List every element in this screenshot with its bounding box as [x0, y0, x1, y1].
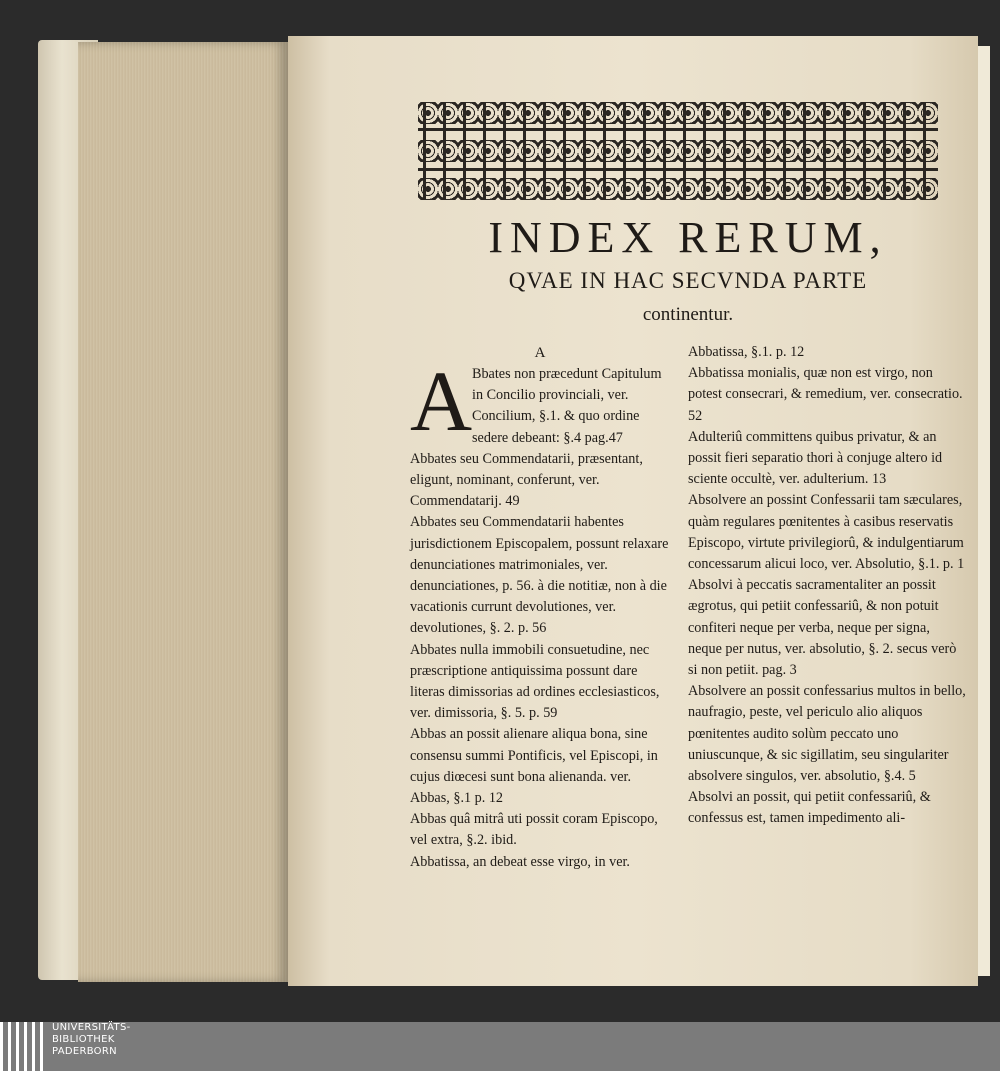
ornament-row-bottom [418, 178, 938, 200]
page-subtitle-line2: continentur. [642, 304, 734, 325]
library-logo-text [52, 1022, 212, 1058]
ornament-rule [418, 168, 938, 171]
index-entry: Absolvere an possit confessarius multos in bello, naufragio, peste, vel periculo alio aliquos pœnitentes audito solùm peccato uno uniuscunque, & sic sigillatim, seu singulariter absolvere singulos, ver. absolutio, §.4. 5 [688, 683, 966, 785]
library-name-line1: UNIVERSITÄTS- [52, 1022, 131, 1033]
index-entry: Abbates nulla immobili consuetudine, nec præscriptione antiquissima possunt dare literas dimissorias ad ordines ecclesiasticos, ver. dimissoria, §. 5. p. 59 [410, 641, 660, 722]
ornament-row-top [418, 102, 938, 124]
ornamental-header-band [418, 102, 938, 200]
page-subtitle: QVAE IN HAC SECVNDA PARTE [508, 268, 868, 293]
index-entry: Abbatissa, an debeat esse virgo, in ver. [410, 853, 630, 870]
drop-cap: A [410, 353, 473, 449]
index-entry: Abbas quâ mitrâ uti possit coram Episcopo, vel extra, §.2. ibid. [410, 811, 658, 849]
ornament-rule [418, 128, 938, 131]
book-page [288, 36, 978, 986]
letter-heading: A [534, 345, 546, 361]
index-entry: Abbatissa, §.1. p. 12 [688, 344, 805, 360]
library-logo-icon [0, 1022, 46, 1071]
library-name-line2: BIBLIOTHEK [52, 1034, 115, 1045]
index-column-right [688, 342, 966, 830]
page-title: INDEX RERUM, [488, 213, 888, 262]
index-entry: Absolvi an possit, qui petiit confessariû, & confessus est, tamen impedimento ali- [688, 789, 931, 827]
book [38, 36, 990, 986]
page-edges [78, 42, 288, 982]
index-entry: Adulteriû committens quibus privatur, & an possit fieri separatio thori à conjuge altero id sciente occultè, ver. adulterium. 13 [688, 428, 943, 488]
index-entry: Absolvi à peccatis sacramentaliter an possit ægrotus, qui petiit confessariû, & non potuit confiteri neque per verba, neque per signa, neque per nutus, ver. absolutio, §. 2. secus verò si non petiit. pag. 3 [688, 577, 957, 679]
index-entry: Absolvere an possint Confessarii tam sæculares, quàm regulares pœnitentes à casibus reservatis Episcopo, virtute privilegiorû, & indulgentiarum concessarum alicui loco, ver. Absolutio, §.1. p. 1 [688, 492, 965, 573]
index-entry: Abbas an possit alienare aliqua bona, sine consensu summi Pontificis, vel Episcopi, in cujus diœcesi sunt bona alienanda. ver. Abbas, §.1 p. 12 [410, 726, 658, 807]
index-entry: Abbatissa monialis, quæ non est virgo, non potest consecrari, & remedium, ver. consecratio. 52 [688, 365, 963, 424]
index-column-left [410, 342, 670, 873]
ornament-row-middle [418, 140, 938, 162]
library-name-line3: PADERBORN [52, 1046, 117, 1057]
index-entry: Abbates seu Commendatarii habentes jurisdictionem Episcopalem, possunt relaxare denunciationes matrimoniales, ver. denunciationes, p. 56. à die notitiæ, non à die vacationis currunt devolutiones, ver. devolutiones, §. 2. p. 56 [410, 514, 669, 637]
index-entry: Bbates non præcedunt Capitulum in Concilio provinciali, ver. Concilium, §.1. & quo ordine sedere debeant: §.4 pag.47 [472, 366, 662, 446]
page-right-edge [978, 46, 990, 976]
index-entry: Abbates seu Commendatarii, præsentant, eligunt, nominant, conferunt, ver. Commendatarij. 49 [410, 450, 643, 510]
